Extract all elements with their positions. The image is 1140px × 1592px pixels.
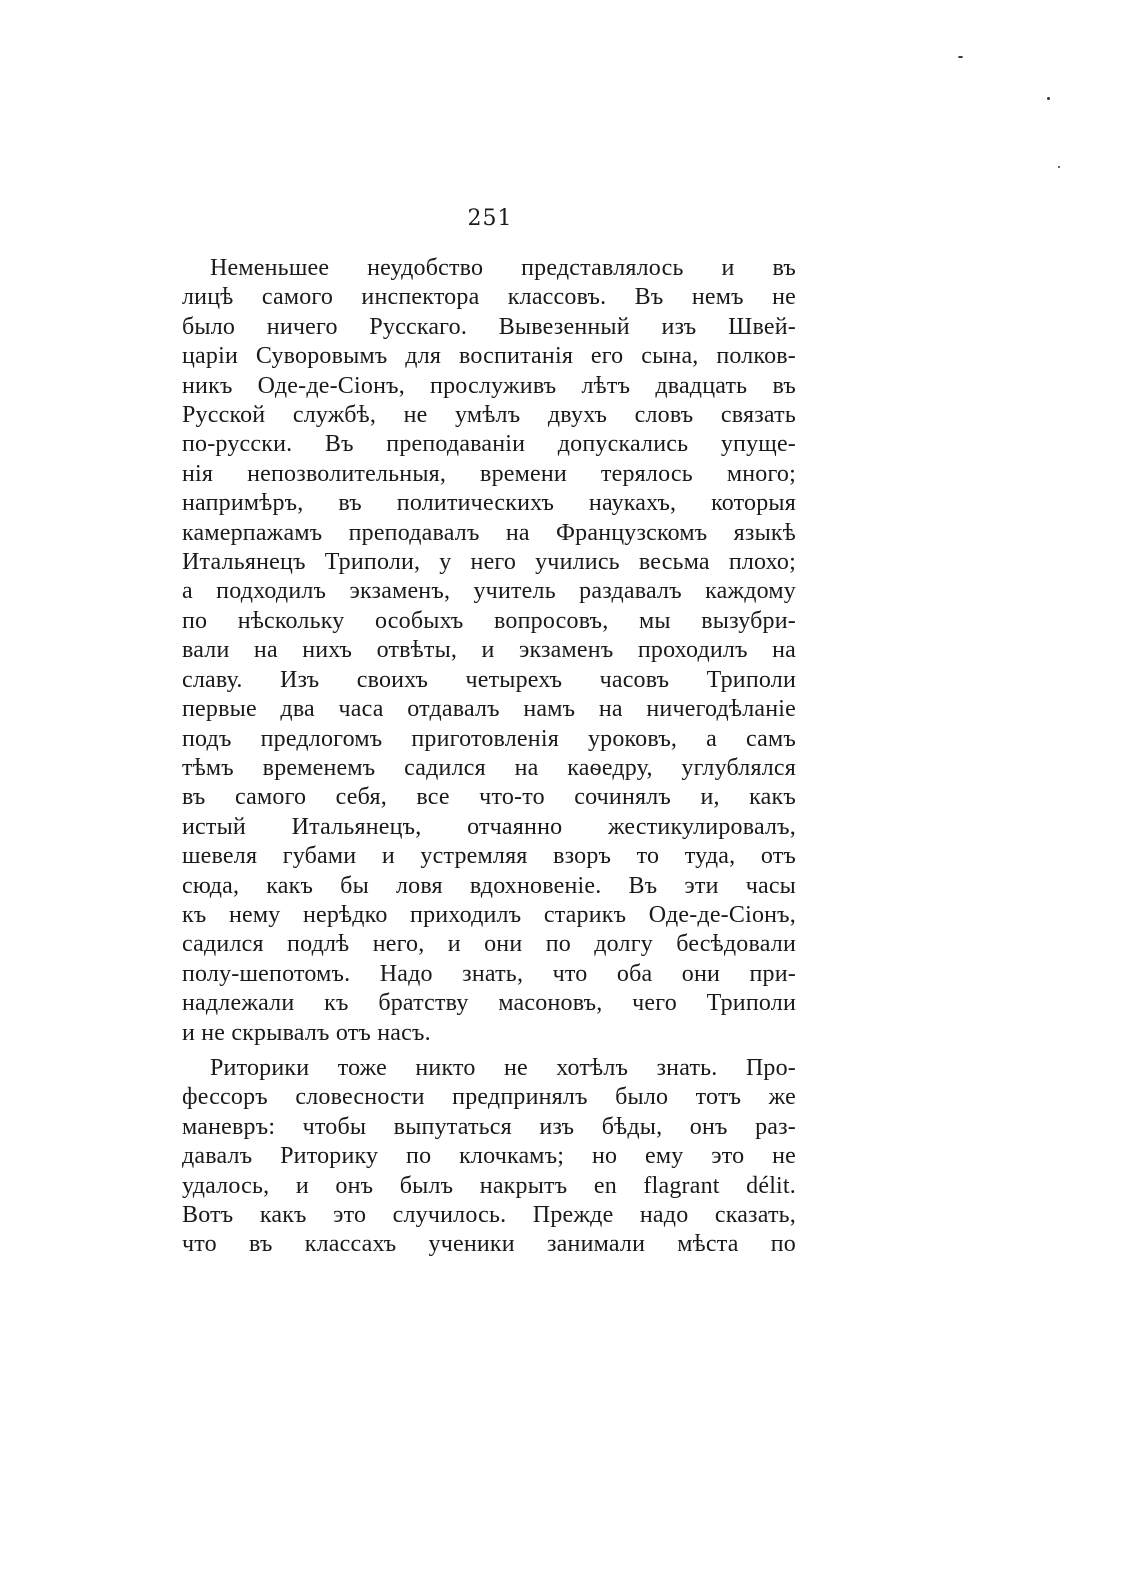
text-line: Риторики тоже никто не хотѣлъ знать. Про-	[210, 1054, 796, 1081]
text-line: полу-шепотомъ. Надо знать, что оба они при-	[182, 960, 796, 987]
scan-speck	[1058, 166, 1060, 168]
text-line: было ничего Русскаго. Вывезенный изъ Швей-	[182, 313, 796, 340]
text-line: камерпажамъ преподавалъ на Французскомъ языкѣ	[182, 519, 796, 546]
text-line: надлежали къ братству масоновъ, чего Триполи	[182, 990, 796, 1017]
text-line: фессоръ словесности предпринялъ было тотъ же	[182, 1084, 796, 1111]
text-line: давалъ Риторику по клочкамъ; но ему это не	[182, 1143, 796, 1170]
page-number: 251	[467, 206, 513, 231]
text-line: нія непозволительныя, времени терялось много;	[182, 460, 796, 487]
paragraph-1	[182, 254, 796, 1048]
scan-speck	[958, 56, 963, 58]
body-text	[182, 254, 796, 1260]
text-line: никъ Оде-де-Сіонъ, прослуживъ лѣтъ двадцать въ	[182, 372, 796, 399]
scan-speck	[1047, 97, 1050, 100]
text-line: Итальянецъ Триполи, у него учились весьма плохо;	[182, 549, 796, 576]
text-line: вали на нихъ отвѣты, и экзаменъ проходилъ на	[182, 637, 796, 664]
text-line: маневръ: чтобы выпутаться изъ бѣды, онъ раз-	[182, 1113, 796, 1140]
text-line: лицѣ самого инспектора классовъ. Въ немъ не	[182, 284, 796, 311]
text-line: первые два часа отдавалъ намъ на ничегодѣланіе	[182, 696, 796, 723]
text-line: царіи Суворовымъ для воспитанія его сына, полков-	[182, 343, 796, 370]
text-line: что въ классахъ ученики занимали мѣста по	[182, 1231, 796, 1258]
text-line: и не скрывалъ отъ насъ.	[182, 1019, 431, 1046]
text-line: Неменьшее неудобство представлялось и въ	[210, 255, 796, 281]
text-line: а подходилъ экзаменъ, учитель раздавалъ каждому	[182, 578, 796, 605]
text-line: къ нему нерѣдко приходилъ старикъ Оде-де-Сіонъ,	[182, 901, 796, 928]
text-line: истый Итальянецъ, отчаянно жестикулировалъ,	[182, 813, 796, 840]
text-line: удалось, и онъ былъ накрытъ en flagrant délit.	[182, 1172, 796, 1199]
text-line: по нѣскольку особыхъ вопросовъ, мы вызубри-	[182, 607, 796, 634]
text-line: тѣмъ временемъ садился на каѳедру, углублялся	[182, 754, 796, 781]
text-line: подъ предлогомъ приготовленія уроковъ, а самъ	[182, 725, 796, 752]
text-line: Русской службѣ, не умѣлъ двухъ словъ связать	[182, 402, 796, 429]
text-line: въ самого себя, все что-то сочинялъ и, какъ	[182, 784, 796, 811]
text-line: славу. Изъ своихъ четырехъ часовъ Триполи	[182, 666, 796, 693]
text-line: напримѣръ, въ политическихъ наукахъ, которыя	[182, 490, 796, 517]
text-line: шевеля губами и устремляя взоръ то туда, отъ	[182, 843, 796, 870]
text-line: сюда, какъ бы ловя вдохновеніе. Въ эти часы	[182, 872, 796, 899]
paragraph-2	[182, 1054, 796, 1260]
text-line: садился подлѣ него, и они по долгу бесѣдовали	[182, 931, 796, 958]
text-line: Вотъ какъ это случилось. Прежде надо сказать,	[182, 1202, 796, 1228]
text-line: по-русски. Въ преподаваніи допускались упуще-	[182, 431, 796, 458]
